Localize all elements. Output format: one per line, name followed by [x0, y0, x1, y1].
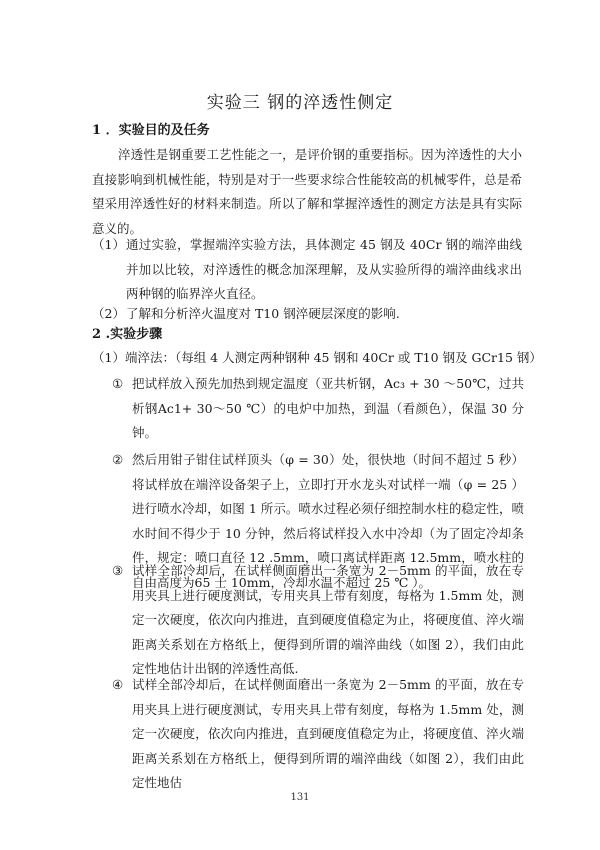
objective-1-label: （1）: [92, 237, 125, 252]
step-3-mark: ③: [112, 563, 124, 578]
step-3-text: 试样全部冷却后，在试样侧面磨出一条宽为 2－5mm 的平面，放在专用夹具上进行硬度测试，专用夹具上带有刻度，每格为 1.5mm 处，测定一次硬度，依次向内推进，直到硬度值稳定为止，将硬度值、淬火端距离关系划在方格纸上，便得到所谓的端淬曲线（如图 2），我们由此定性地估计出钢的淬透性高低.: [132, 563, 524, 677]
objective-1-text: 通过实验，掌握端淬实验方法，具体测定 45 钢及 40Cr 钢的端淬曲线并加以比较，对淬透性的概念加深理解，及从实验所得的端淬曲线求出两种钢的临界淬火直径。: [126, 237, 522, 302]
step-4-text: 试样全部冷却后，在试样侧面磨出一条宽为 2－5mm 的平面，放在专用夹具上进行硬度测试，专用夹具上带有刻度，每格为 1.5mm 处，测定一次硬度，依次向内推进，直到硬度值稳定为止，将硬度值、淬火端距离关系划在方格纸上，便得到所谓的端淬曲线（如图 2），我们由此定性地估: [132, 677, 524, 791]
page-number: 131: [290, 792, 310, 803]
step-2-mark: ②: [112, 452, 124, 467]
step-2-text: 然后用钳子钳住试样顶头（φ = 30）处，很快地（时间不超过 5 秒）将试样放在端淬设备架子上，立即打开水龙头对试样一端（φ = 25 ）进行喷水冷却，如图 1 所示。喷水过程必须仔细控制水柱的稳定性，喷水时间不得少于 10 分钟，然后将试样投入水中冷却（为了固定冷却条件，规定：喷口直径 12 .5mm，喷口离试样距离 12.5mm，喷水柱的自由高度为65 士 10mm，冷却水温不超过 25 ℃ ）。: [132, 452, 524, 590]
section1-heading: 1 ．实验目的及任务: [92, 123, 210, 138]
step-1-mark: ①: [112, 376, 124, 391]
objective-2-label: （2）: [92, 306, 125, 321]
section2-heading: 2 .实验步骤: [92, 327, 163, 342]
step-1-text: 把试样放入预先加热到规定温度（亚共析钢，Ac₃ + 30 ～50℃，过共析钢Ac1+ 30～50 ℃）的电炉中加热，到温（看颜色），保温 30 分钟。: [132, 376, 524, 441]
page-title: 实验三 钢的淬透性侧定: [206, 93, 394, 113]
objective-2-text: 了解和分析淬火温度对 T10 钢淬硬层深度的影响.: [126, 306, 400, 321]
step-4-mark: ④: [112, 677, 124, 692]
step-subheading: （1）端淬法：（每组 4 人测定两种钢种 45 钢和 40Cr 或 T10 钢及 GCr15 钢）: [92, 350, 542, 365]
section1-intro: 淬透性是钢重要工艺性能之一，是评价钢的重要指标。因为淬透性的大小直接影响到机械性能，特别是对于一些要求综合性能较高的机械零件，总是希望采用淬透性好的材料来制造。所以了解和掌握淬透性的测定方法是具有实际意义的。: [92, 147, 522, 236]
